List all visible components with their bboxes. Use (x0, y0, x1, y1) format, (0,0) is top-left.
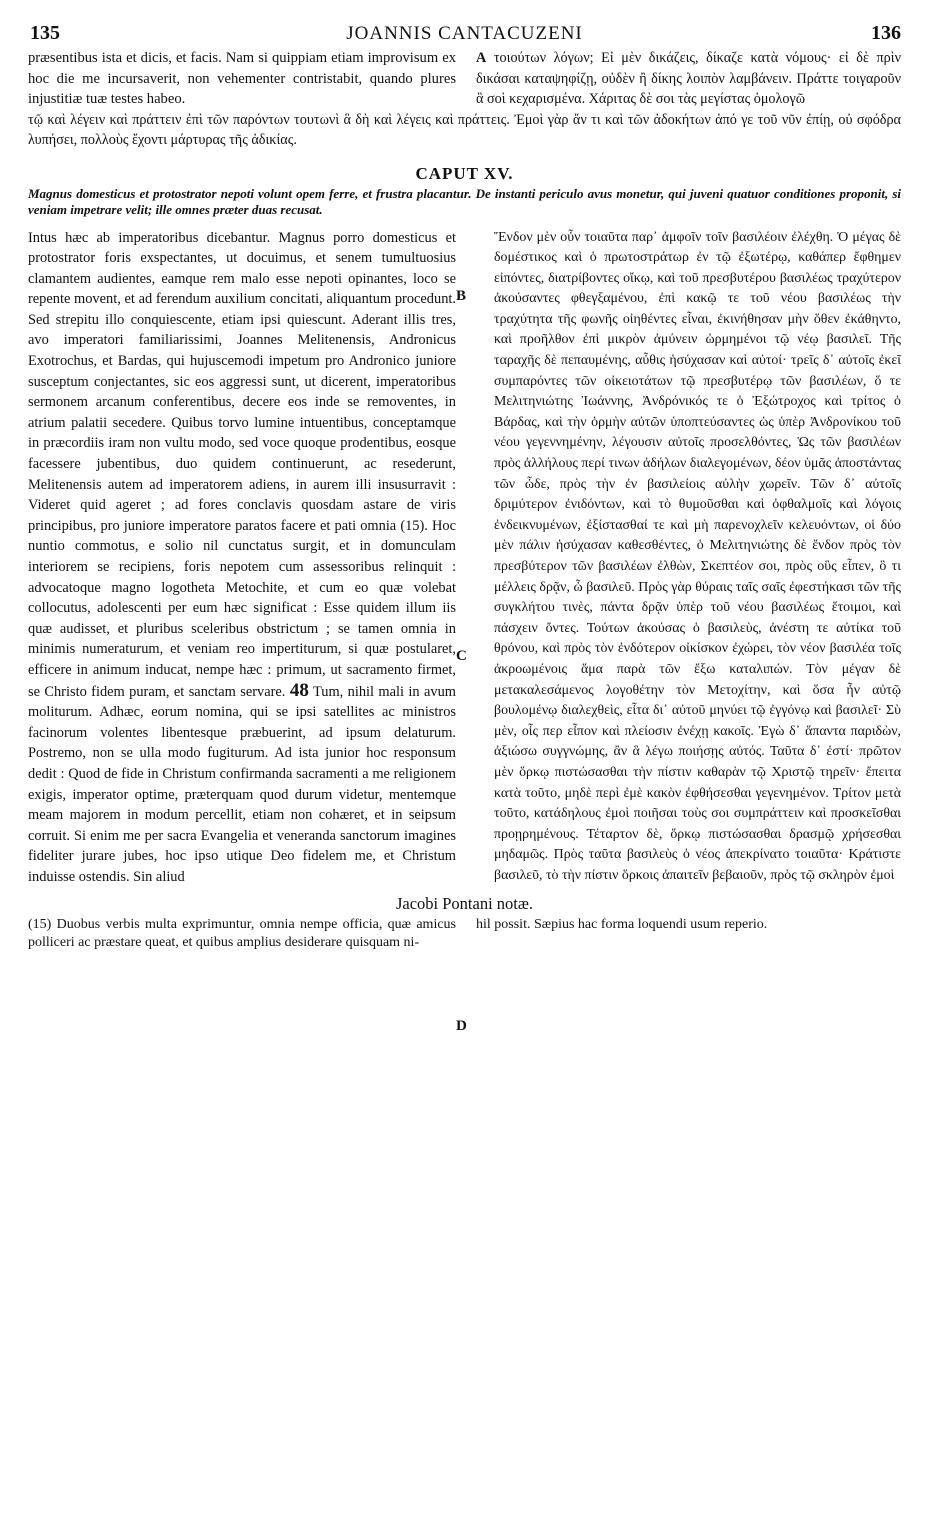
greek-column (476, 228, 901, 888)
top-latin-text: præsentibus ista et dicis, et facis. Nam si quippiam etiam improvisum ex hoc die me incursaverit, non vehementer contristabit, quando plures injustitiæ tuæ testes habeo. (28, 50, 456, 107)
top-greek-text: τοιούτων λόγων; Εἰ μὲν δικάζεις, δίκαζε κατὰ νόμους· εἰ δὲ πρὶν δικάσαι καταψηφίζῃ, οὐδὲν ἢ δίκης λοιπὸν λαμβάνειν. Πράττε τοιγαροῦν ἃ σοὶ κεχαρισμένα. Χάριτας δὲ σοι τὰς μεγίστας ὁμολογῶ (476, 50, 901, 107)
margin-number: 48 (289, 679, 309, 701)
section-marker-a: A (476, 50, 487, 66)
section-marker-c: C (456, 647, 467, 664)
chapter-title: CAPUT XV. (415, 163, 514, 183)
running-title: JOANNIS CANTACUZENI (346, 23, 583, 44)
top-greek-full-width: τῷ καὶ λέγειν καὶ πράττειν ἐπὶ τῶν παρόντων τουτωνὶ ἃ δὴ καὶ λέγεις καὶ πράττεις. Ἐμοὶ γὰρ ἄν τι καὶ τῶν ἀδοκήτων ἀπό γε τοῦ νῦν ἐπίῃ, οὐ σφόδρα λυπήσει, πολλοὺς ἔχοντι μάρτυρας τῆς ἀδικίας. (28, 111, 901, 148)
footnotes (28, 894, 901, 952)
top-columns (28, 48, 901, 110)
top-greek-column (476, 48, 901, 110)
section-marker-b: B (456, 287, 467, 304)
main-columns (28, 228, 901, 888)
chapter-summary: Magnus domesticus et protostrator nepoti volunt opem ferre, et frustra placantur. De instanti periculo avus monetur, qui juveni quatuor conditiones proponit, si veniam impetrare velit; ille omnes præter duas recusat. (28, 185, 901, 217)
notes-title: Jacobi Pontani notæ. (395, 893, 534, 913)
top-latin-column (28, 48, 456, 110)
page-number-left: 135 (30, 22, 60, 44)
greek-text: Ἔνδον μὲν οὖν τοιαῦτα παρ᾽ ἀμφοῖν τοῖν βασιλέοιν ἐλέχθη. Ὁ μέγας δὲ δομέστικος καὶ ὁ πρωτοστράτωρ ἐν τῷ ἐξωτέρῳ, καθάπερ ἔφθημεν εἰπόντες, διατρίβοντες οἴκῳ, καὶ τοῦ πρεσβυτέρου βασιλέως τραχύτερον ἀκούσαντες φθεγξαμένου, ἐπὶ κακῷ τε τοῦ νέου βασιλέως τὴν τραχύτητα τῆς φωνῆς οἰηθέντες εἶναι, ἐκινήθησαν μὴν ὅθεν ἐκάθηντο, καὶ προῆλθον ἐπὶ μικρὸν ἀμύνειν ὡρμημένοι τῷ νέῳ βασιλεῖ. Τῆς ταραχῆς δὲ πεπαυμένης, αὖθις ἡσύχασαν καὶ αὐτοί· τρεῖς δ᾽ αὐτοῖς ἐκεῖ συμπαρόντες τῶν οἰκειοτάτων τῷ πρεσβυτέρῳ τῶν βασιλέων, ὅ τε Μελιτηνιώτης Ἰωάννης, Ἀνδρόνικός τε ὁ Ἐξώτροχος καὶ τρίτος ὁ Βάρδας, καὶ τὴν ὁρμὴν αὐτῶν ὑποπτεύσαντες ὡς ὑπὲρ Ἀνδρονίκου τοῦ νέου γεγεννημένην, λέγουσιν αὐτοῖς προσελθόντες, Ὡς τῶν βασιλέων πρὸς ἀλλήλους περί τινων ἀδήλων διαλεγομένων, δέον ὑμᾶς ἀποστάντας τῶν ὧδε, πρὸς τὴν ἐν βασιλείοις αὐλὴν χωρεῖν. Τῶν δ᾽ αὐτοῖς δριμύτερον ἐνιδόντων, καὶ τὸ θυμοῦσθαι καὶ ὀφθαλμοῖς καὶ λόγοις ἐνδεικνυμένων, ἐξίστασθαί τε καὶ μὴ παρενοχλεῖν κελευόντων, οἱ δύο μὲν πάλιν ἡσύχασαν καθεσθέντες, ὁ Μελιτηνιώτης δὲ ἔνδον πρὸς τὸν πρεσβύτερον τῶν βασιλέων ἐλθὼν, Σκεπτέον σοι, πρὸς οὓς εἶπεν, ὃ τι μέλλεις δρᾷν, ὦ βασιλεῦ. Πρὸς γὰρ θύραις ταῖς σαῖς ἐφεστήκασι τῶν τῆς συγκλήτου τινὲς, πάντα δρᾷν ὑπὲρ τοῦ νέου βασιλέως ἕτοιμοι, καὶ πάσχειν ὄντες. Τούτων ἀκούσας ὁ βασιλεὺς, ἀνέστη τε αὐτίκα τοῦ θρόνου, καὶ πρὸς τὸν ἐνδότερον οἰκίσκον ἐχώρει, τὸν νέον βασιλέα τοῖς ἀκροωμένοις ἅμα παρὰ τῶν ἔξω καταλιπών. Τὸν μέγαν δὲ μετακαλεσάμενος λογοθέτην τὸν Μετοχίτην, καὶ ὅσα ἦν αὐτῷ βουλομένῳ διαλεχθεὶς, εἶτα δι᾽ αὐτοῦ μηνύει τῷ ἐγγόνῳ καὶ βασιλεῖ· Σὺ μὲν, οἷς περ εἶπον καὶ πλείοσιν ἐνέχῃ κακοῖς. Ἐγὼ δ᾽ ἅπαντα παριδὼν, ἀξιώσω συγγνώμης, ἂν ἃ λέγω ποιήσῃς αὐτός. Ταῦτα δ᾽ ἐστί· πρῶτον μὲν ὅρκῳ πιστώσασθαι τὴν πίστιν καθαρὰν τῷ Χριστῷ τηρεῖν· ἔπειτα κατὰ τοῦτο, μηδὲ περὶ ἐμὲ κακὸν ἐφθήσεσθαι γεγενημένον. Τρίτον μετὰ τοῦτο, κατάδηλους ἐμοὶ ποιῆσαι τοὺς σοι συμπράττειν καὶ προσκεῖσθαι προῃρημένους. Τέταρτον δὲ, ὅρκῳ πιστώσασθαι δρασμῷ χρήσεσθαι μηδαμῶς. Πρὸς ταῦτα βασιλεὺς ὁ νέος ἀπεκρίνατο τοιαῦτα· Κράτιστε βασιλεῦ, τὸ τὴν πίστιν ὅρκοις ἀπαιτεῖν βεβαιοῦν, πρὸς τῷ σκληρὸν ἐμοὶ (494, 229, 901, 883)
footnote-right: hil possit. Sæpius hac forma loquendi usum reperio. (476, 916, 768, 932)
page (28, 22, 901, 1522)
footnote-left: (15) Duobus verbis multa exprimuntur, omnia nempe officia, quæ amicus polliceri ac præstare queat, et quibus amplius desiderare quisquam ni- (28, 916, 456, 950)
latin-column (28, 228, 456, 888)
section-marker-d: D (456, 1017, 467, 1034)
page-number-right: 136 (871, 22, 901, 44)
latin-text-part1: Intus hæc ab imperatoribus dicebantur. Magnus porro domesticus et protostrator foris exspectantes, ut docuimus, et senem tumultuosius clamantem audientes, eamque rem malo esse nepoti opinantes, loco se repente movent, et ad ferendum auxilium concitati, aliquantum procedunt. Sed strepitu illo conquiescente, etiam ipsi quiescunt. Aderant illis tres, avo imperatori familiarissimi, Joannes Melitenensis, Andronicus Exotrochus, et Bardas, qui hujuscemodi impetum pro Andronico juniore susceptum conjectantes, sic eos aggressi sunt, ut dicerent, imperatoribus sermonem arcanum conferentibus, decere eos inde se removentes, in atrium palatii secedere. Quibus torvo lumine intuentibus, conceptamque in præcordiis iram non vultu modo, sed voce quoque prodentibus, eosque facessere jubentibus, duo quidem continuerunt, ac resederunt, Melitenensis autem ad imperatorem adiens, in aurem illi insusurravit : Videret quid ageret ; ad fores conclavis quosdam astare de viris principibus, pro juniore imperatore paratos facere et pati omnia (15). Hoc nuntio commotus, e solio nil cunctatus surgit, et in domunculam interiorem se recipiens, foris nepotem cum assessoribus relinquit : advocatoque magno logotheta Metochite, et cum eo quæ volebat collocutus, adolescenti per eum hæc significat : Esse quidem illum iis quæ audisset, et pluribus sceleribus obstrictum ; se tamen omnia in minimis numeraturum, et veniam reo impertiturum, si quæ postularet, efficere in animum inducat, nempe hæc : primum, ut sacramento firmet, se Christo fidem puram, et sanctam servare. (28, 229, 456, 700)
running-header (28, 22, 901, 48)
latin-text-part2: Tum, nihil mali in avum moliturum. Adhæc, eorum nomina, qui se ipsi satellites ac ministros facinorum volentes libentesque præbuerint, ad ipsum delaturum. Postremo, non se ulla modo fugiturum. Ad ista junior hoc responsum dedit : Quod de fide in Christum confirmanda sacramenti a me religionem exigis, imperator optime, præterquam quod durum videtur, mentemque meam majorem in modum percellit, etiam non cohæret, et in seipsum corruit. Si enim me per sacra Evangelia et veneranda sanctorum imagines fideliter jurare jubes, hoc ipso utique Deo fidelem me, et Christum induisse ostendis. Sin aliud (28, 683, 456, 885)
